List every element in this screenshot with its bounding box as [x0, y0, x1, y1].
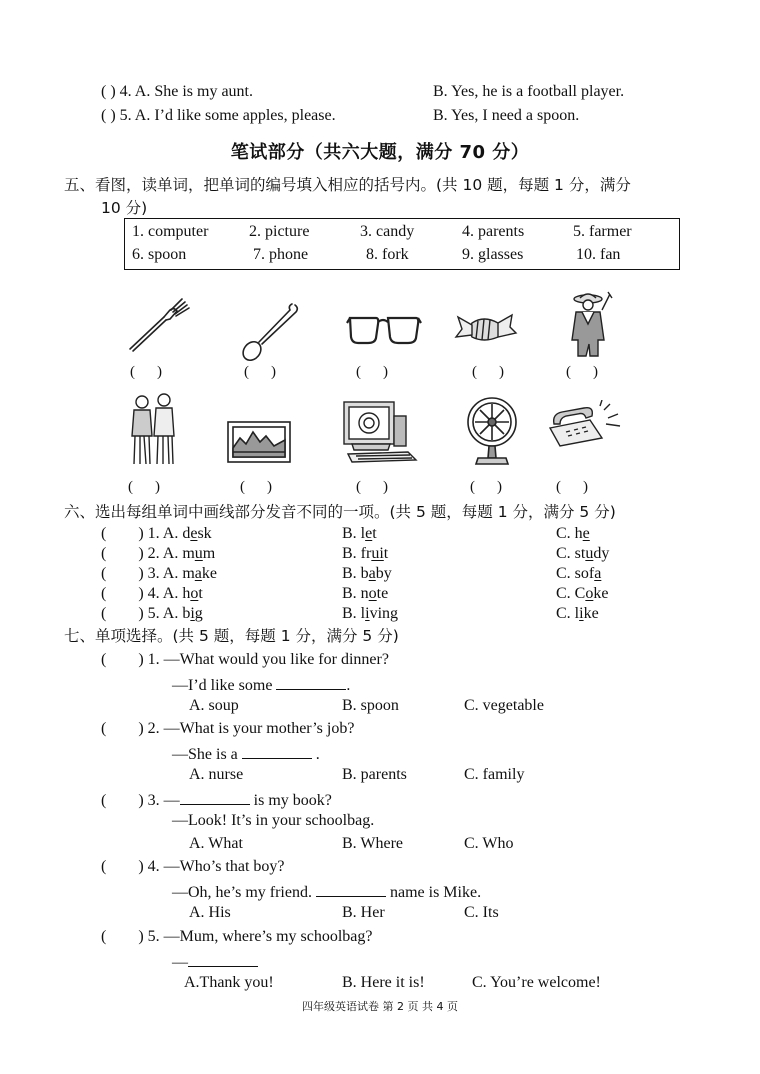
option-c: C. vegetable	[464, 697, 544, 714]
option-c: C. sofa	[556, 565, 602, 582]
option-c: C. family	[464, 766, 525, 783]
word-1: 1. computer	[132, 223, 209, 240]
underlined-letters: e	[582, 525, 590, 542]
option-a: A. desk	[162, 525, 212, 542]
answer-paren[interactable]: ( )	[556, 479, 588, 495]
answer-paren[interactable]: ( )	[356, 479, 388, 495]
mc-question-5: ( ) 5. —Mum, where’s my schoolbag?	[101, 928, 373, 945]
underlined-letters: a	[368, 565, 376, 582]
mc-question-4-response: —Oh, he’s my friend. name is Mike.	[172, 880, 481, 903]
answer-paren[interactable]: ( )	[470, 479, 502, 495]
mc-question-2-response: —She is a .	[172, 742, 320, 765]
listening-item-5-answer-b: B. Yes, I need a spoon.	[433, 107, 580, 124]
answer-paren[interactable]: ( )	[130, 364, 162, 380]
underlined-letters: i	[190, 605, 195, 622]
section6-title: 六、选出每组单词中画线部分发音不同的一项。(共 5 题，每题 1 分，满分 5 分)	[64, 503, 616, 521]
pronunciation-question-4: ( ) 4. A. hot	[101, 585, 203, 602]
word-4: 4. parents	[462, 223, 525, 240]
section7-title: 七、单项选择。(共 5 题，每题 1 分，满分 5 分)	[64, 627, 399, 645]
option-a: A. make	[162, 565, 217, 582]
underlined-letters: ui	[371, 545, 384, 562]
option-b: B. Where	[342, 835, 404, 852]
option-c: C. You’re welcome!	[472, 974, 601, 991]
fan-icon	[462, 394, 522, 468]
option-b: B. note	[342, 585, 389, 602]
option-b: B. fruit	[342, 545, 389, 562]
option-a: A. What	[189, 835, 243, 852]
answer-paren[interactable]: ( )	[244, 364, 276, 380]
underlined-letters: i	[579, 605, 584, 622]
mc-question-2: ( ) 2. —What is your mother’s job?	[101, 720, 355, 737]
mc-question-4: ( ) 4. —Who’s that boy?	[101, 858, 285, 875]
word-10: 10. fan	[576, 246, 621, 263]
word-5: 5. farmer	[573, 223, 632, 240]
underlined-letters: u	[585, 545, 594, 562]
page-footer: 四年级英语试卷 第 2 页 共 4 页	[302, 1000, 458, 1013]
computer-icon	[338, 398, 420, 466]
pronunciation-question-1: ( ) 1. A. desk	[101, 525, 212, 542]
mc-question-1: ( ) 1. —What would you like for dinner?	[101, 651, 389, 668]
mc-question-5-response: —	[172, 950, 258, 973]
option-c: C. study	[556, 545, 610, 562]
option-b: B. baby	[342, 565, 392, 582]
answer-blank[interactable]	[276, 673, 346, 690]
underlined-letters: o	[190, 585, 199, 602]
listening-item-4-answer-b: B. Yes, he is a football player.	[433, 83, 625, 100]
option-a: A. soup	[189, 697, 239, 714]
word-3: 3. candy	[360, 223, 415, 240]
answer-paren[interactable]: ( )	[356, 364, 388, 380]
written-part-title: 笔试部分（共六大题，满分 70 分）	[230, 142, 530, 163]
answer-paren[interactable]: ( )	[240, 479, 272, 495]
answer-blank[interactable]	[188, 950, 258, 967]
option-a: A. His	[189, 904, 231, 921]
word-6: 6. spoon	[132, 246, 187, 263]
option-a: A. hot	[162, 585, 203, 602]
underlined-letters: a	[194, 565, 202, 582]
underlined-letters: o	[368, 585, 377, 602]
option-b: B. parents	[342, 766, 407, 783]
fork-icon	[124, 293, 194, 355]
option-b: B. spoon	[342, 697, 399, 714]
option-b: B. let	[342, 525, 377, 542]
underlined-letters: o	[585, 585, 594, 602]
farmer-icon	[562, 290, 614, 358]
option-b: B. Her	[342, 904, 385, 921]
underlined-letters: i	[365, 605, 370, 622]
option-a: A.Thank you!	[184, 974, 274, 991]
listening-item-4: ( ) 4. A. She is my aunt.	[101, 83, 253, 100]
glasses-icon	[346, 310, 422, 350]
answer-blank[interactable]	[180, 788, 250, 805]
option-b: B. Here it is!	[342, 974, 425, 991]
answer-paren[interactable]: ( )	[128, 479, 160, 495]
option-c: C. he	[556, 525, 590, 542]
option-a: A. nurse	[189, 766, 244, 783]
underlined-letters: e	[190, 525, 198, 542]
section5-title-cont: 10 分)	[101, 199, 148, 217]
option-c: C. Who	[464, 835, 514, 852]
answer-blank[interactable]	[316, 880, 386, 897]
word-8: 8. fork	[366, 246, 409, 263]
mc-question-3-response: —Look! It’s in your schoolbag.	[172, 812, 375, 829]
option-c: C. Its	[464, 904, 499, 921]
answer-paren[interactable]: ( )	[566, 364, 598, 380]
section5-title: 五、看图，读单词，把单词的编号填入相应的括号内。(共 10 题，每题 1 分，满分	[64, 176, 631, 194]
pronunciation-question-2: ( ) 2. A. mum	[101, 545, 216, 562]
answer-paren[interactable]: ( )	[472, 364, 504, 380]
spoon-icon	[238, 300, 302, 362]
mc-question-1-response: —I’d like some .	[172, 673, 350, 696]
mc-question-3: ( ) 3. — is my book?	[101, 788, 332, 811]
option-c: C. like	[556, 605, 599, 622]
underlined-letters: a	[594, 565, 602, 582]
word-9: 9. glasses	[462, 246, 524, 263]
option-a: A. mum	[162, 545, 216, 562]
word-7: 7. phone	[253, 246, 309, 263]
parents-icon	[126, 392, 180, 468]
listening-item-5: ( ) 5. A. I’d like some apples, please.	[101, 107, 336, 124]
underlined-letters: u	[194, 545, 203, 562]
word-2: 2. picture	[249, 223, 310, 240]
option-c: C. Coke	[556, 585, 609, 602]
phone-icon	[546, 400, 626, 452]
pronunciation-question-3: ( ) 3. A. make	[101, 565, 217, 582]
option-a: A. big	[162, 605, 203, 622]
picture-icon	[226, 420, 292, 464]
answer-blank[interactable]	[242, 742, 312, 759]
candy-icon	[454, 305, 518, 351]
underlined-letters: e	[365, 525, 373, 542]
pronunciation-question-5: ( ) 5. A. big	[101, 605, 203, 622]
option-b: B. living	[342, 605, 399, 622]
